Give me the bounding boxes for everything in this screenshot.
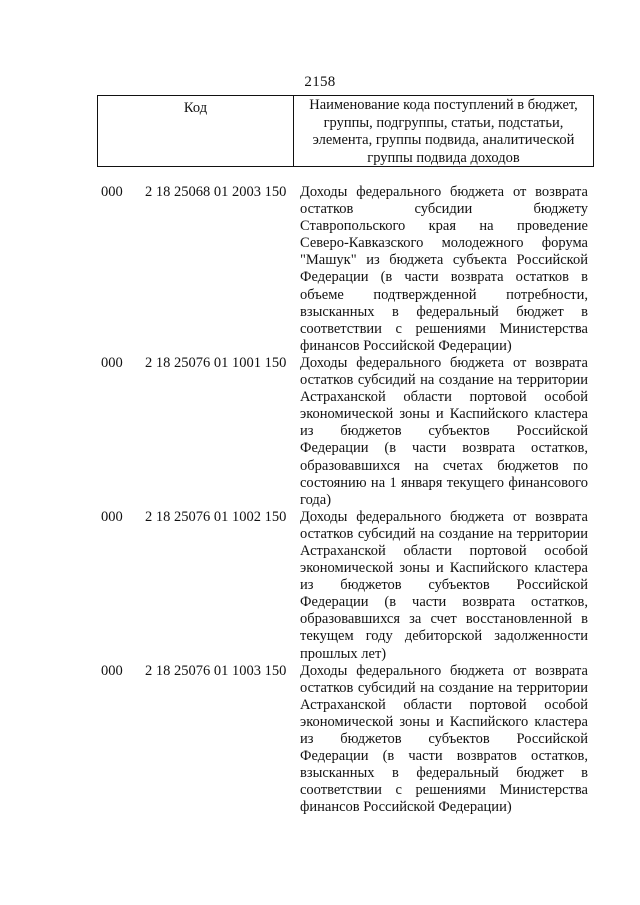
table-row — [0, 355, 640, 509]
description-line: Федерации (в части возврата остатков, — [300, 594, 588, 611]
description-line: года) — [300, 491, 332, 508]
description-line: из бюджетов субъектов Российской — [300, 731, 588, 747]
description-line: финансов Российской Федерации) — [300, 799, 512, 816]
revenue-code: 2 18 25076 01 1001 150 — [145, 354, 287, 371]
admin-code: 000 — [101, 508, 123, 525]
description-line: остатков субсидий на создание на территории — [300, 372, 588, 389]
description-line: "Машук" из бюджета субъекта Российской — [300, 252, 588, 269]
description-line: финансов Российской Федерации) — [300, 337, 512, 354]
description-line: из бюджетов субъектов Российской — [300, 577, 588, 594]
entries-list — [0, 184, 640, 816]
description-line: Доходы федерального бюджета от возврата — [300, 662, 588, 679]
revenue-description — [300, 355, 588, 509]
header-name-line: группы подвида доходов — [367, 149, 520, 166]
description-line: Доходы федерального бюджета от возврата — [300, 184, 588, 200]
description-line: из бюджетов субъектов Российской — [300, 423, 588, 440]
description-line: соответствии с решениями Министерства — [300, 782, 588, 799]
description-line: экономической зоны и Каспийского кластера — [300, 713, 588, 730]
description-line: Федерации (в части возврата остатков в — [300, 269, 588, 286]
description-line: текущем году дебиторской задолженности — [300, 628, 588, 645]
header-name-line: элемента, группы подвида, аналитической — [312, 132, 575, 148]
description-line: образовавшихся на счетах бюджетов по — [300, 457, 588, 474]
revenue-description — [300, 663, 588, 817]
admin-code: 000 — [101, 184, 123, 200]
description-line: состоянию на 1 января текущего финансового — [300, 474, 588, 491]
table-header — [97, 95, 594, 167]
description-line: остатков субсидий на создание на территории — [300, 679, 588, 696]
header-name-column — [294, 96, 593, 166]
description-line: остатков субсидий на создание на территории — [300, 525, 588, 542]
revenue-code: 2 18 25076 01 1002 150 — [145, 508, 287, 525]
revenue-code: 2 18 25068 01 2003 150 — [145, 184, 287, 200]
description-line: остатков субсидии бюджету — [300, 201, 588, 218]
description-line: Астраханской области портовой особой — [300, 389, 588, 406]
description-line: соответствии с решениями Министерства — [300, 320, 588, 337]
description-line: экономической зоны и Каспийского кластера — [300, 406, 588, 423]
description-line: Ставропольского края на проведение — [300, 218, 588, 235]
description-line: Астраханской области портовой особой — [300, 542, 588, 559]
revenue-description — [300, 184, 588, 355]
header-name-line: Наименование кода поступлений в бюджет, — [309, 97, 578, 113]
description-line: экономической зоны и Каспийского кластера — [300, 560, 588, 577]
table-row — [0, 509, 640, 663]
header-name-line: группы, подгруппы, статьи, подстатьи, — [323, 114, 564, 131]
admin-code: 000 — [101, 662, 123, 679]
description-line: прошлых лет) — [300, 645, 387, 662]
description-line: Федерации (в части возврата остатков, — [300, 440, 588, 457]
revenue-code: 2 18 25076 01 1003 150 — [145, 662, 287, 679]
description-line: Доходы федерального бюджета от возврата — [300, 354, 588, 371]
description-line: Северо-Кавказского молодежного форума — [300, 235, 588, 252]
header-code-column: Код — [98, 96, 294, 166]
description-line: Доходы федерального бюджета от возврата — [300, 508, 588, 525]
description-line: объеме подтвержденной потребности, — [300, 286, 588, 303]
description-line: взысканных в федеральный бюджет в — [300, 765, 588, 782]
table-row — [0, 663, 640, 817]
description-line: образовавшихся за счет восстановленной в — [300, 611, 588, 628]
table-row — [0, 184, 640, 355]
admin-code: 000 — [101, 354, 123, 371]
description-line: взысканных в федеральный бюджет в — [300, 303, 588, 320]
revenue-description — [300, 509, 588, 663]
description-line: Федерации (в части возвратов остатков, — [300, 748, 588, 765]
description-line: Астраханской области портовой особой — [300, 696, 588, 713]
page-number: 2158 — [304, 74, 336, 90]
